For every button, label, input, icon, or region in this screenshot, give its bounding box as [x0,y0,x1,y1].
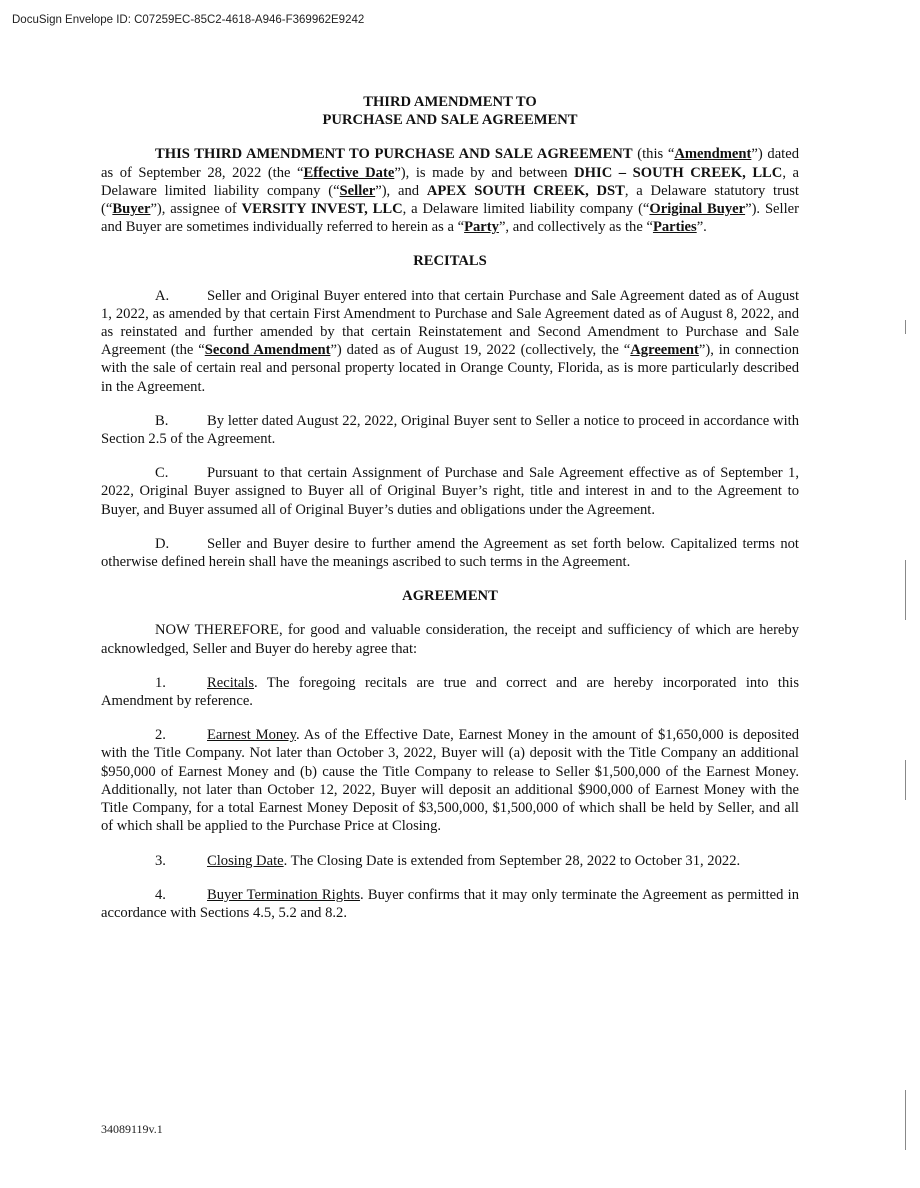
intro-agreement-name: THIS THIRD AMENDMENT TO PURCHASE AND SALE AGREEMENT [155,146,633,163]
intro-text: , a Delaware limited liability company (“ [101,164,799,199]
recital-text: Seller and Original Buyer entered into that certain Purchase and Sale Agreement dated as of August 1, 2022, as amended by that certain First Amendment to Purchase and Sale Agreement dated as of August 8, 2022, and as reinstated and further amended by that certain Reinstatement and Second Amendment to Purchase and Sale Agreement (the “ [101,287,799,359]
party-apex: APEX SOUTH CREEK, DST [426,182,625,199]
defined-term-second-amendment: Second Amendment [204,342,331,359]
scan-artifact [905,560,906,620]
docusign-envelope-id: DocuSign Envelope ID: C07259EC-85C2-4618-A946-F369962E9242 [12,14,365,26]
intro-text: ”. [696,219,707,236]
recital-b [101,412,799,448]
section-number: 3. [155,852,166,869]
recitals-heading: RECITALS [413,253,487,270]
defined-term-amendment: Amendment [674,146,752,163]
intro-text: , a Delaware limited liability company (“ [402,201,650,218]
defined-term-original-buyer: Original Buyer [649,201,746,218]
scan-artifact [905,760,906,800]
recital-a [101,287,799,396]
intro-text: ”) dated as of September 28, 2022 (the “ [101,146,799,181]
recital-label: C. [155,465,169,482]
section-text: . The Closing Date is extended from September 28, 2022 to October 31, 2022. [283,852,741,869]
title-line-1: THIRD AMENDMENT TO [363,94,537,110]
intro-text: , a Delaware statutory trust (“ [101,182,799,218]
section-caption: Earnest Money [207,727,297,744]
defined-term-buyer: Buyer [112,201,151,218]
section-caption: Closing Date [207,852,284,869]
defined-term-agreement: Agreement [630,342,699,359]
defined-term-seller: Seller [339,182,376,199]
section-text: . As of the Effective Date, Earnest Money in the amount of $1,650,000 is deposited with the Title Company. Not later than October 3, 2022, Buyer will (a) deposit with the Title Company an additional $950,000 of Earnest Money and (b) cause the Title Company to release to Seller $1,500,000 of the Earnest Money. Additionally, not later than October 12, 2022, Buyer will deposit an additional $900,000 of Earnest Money with the Title Company, for a total Earnest Money Deposit of $3,500,000, $1,500,000 of which shall be held by Seller, and all of which shall be applied to the Purchase Price at Closing. [101,727,799,835]
recital-c [101,464,799,519]
intro-paragraph [101,145,799,236]
scan-artifact [905,1090,906,1150]
intro-text: ”), and [375,182,427,199]
recital-text: Pursuant to that certain Assignment of Purchase and Sale Agreement effective as of September 1, 2022, Original Buyer assigned to Buyer all of Original Buyer’s right, title and interest in and to the Agreement to Buyer, and Buyer assumed all of Original Buyer’s duties and obligations under the Agreement. [101,465,799,518]
section-2 [101,726,799,835]
intro-text: ”). Seller and Buyer are sometimes individually referred to herein as a “ [101,201,799,236]
intro-text: (this “ [632,146,675,163]
recital-text: By letter dated August 22, 2022, Original Buyer sent to Seller a notice to proceed in accordance with Section 2.5 of the Agreement. [101,412,799,448]
recital-label: B. [155,412,169,429]
section-1 [101,674,799,710]
section-caption: Recitals [207,674,255,691]
section-text: . The foregoing recitals are true and correct and are hereby incorporated into this Amendment by reference. [101,674,799,710]
section-3 [101,852,799,870]
defined-term-party: Party [464,219,499,236]
section-number: 4. [155,886,166,903]
intro-text: ”), is made by and between [394,164,575,181]
recital-d [101,535,799,571]
party-versity: VERSITY INVEST, LLC [241,201,403,218]
document-title [101,93,799,129]
recital-text: Seller and Buyer desire to further amend the Agreement as set forth below. Capitalized terms not otherwise defined herein shall have the meanings ascribed to such terms in the Agreement. [101,535,799,571]
defined-term-effective-date: Effective Date [303,164,395,181]
recital-label: D. [155,535,170,552]
section-number: 1. [155,674,166,691]
intro-text: ”), assignee of [150,201,242,218]
scan-artifact [905,320,906,334]
intro-text: ”, and collectively as the “ [498,219,653,236]
section-number: 2. [155,727,166,744]
document-page [101,93,799,922]
section-text: . Buyer confirms that it may only terminate the Agreement as permitted in accordance with Sections 4.5, 5.2 and 8.2. [101,886,799,921]
party-dhic: DHIC – SOUTH CREEK, LLC [574,164,783,181]
section-4 [101,886,799,922]
document-footer-id: 34089119v.1 [101,1122,163,1136]
recital-label: A. [155,287,170,304]
title-line-2: PURCHASE AND SALE AGREEMENT [322,112,578,129]
section-caption: Buyer Termination Rights [207,886,361,903]
defined-term-parties: Parties [652,219,697,236]
agreement-preamble: NOW THEREFORE, for good and valuable consideration, the receipt and sufficiency of which are hereby acknowledged, Seller and Buyer do hereby agree that: [101,622,799,657]
agreement-heading: AGREEMENT [402,588,498,605]
recital-text: ”) dated as of August 19, 2022 (collectively, the “ [330,342,631,359]
recital-text: ”), in connection with the sale of certain real and personal property located in Orange County, Florida, as is more particularly described in the Agreement. [101,342,799,395]
